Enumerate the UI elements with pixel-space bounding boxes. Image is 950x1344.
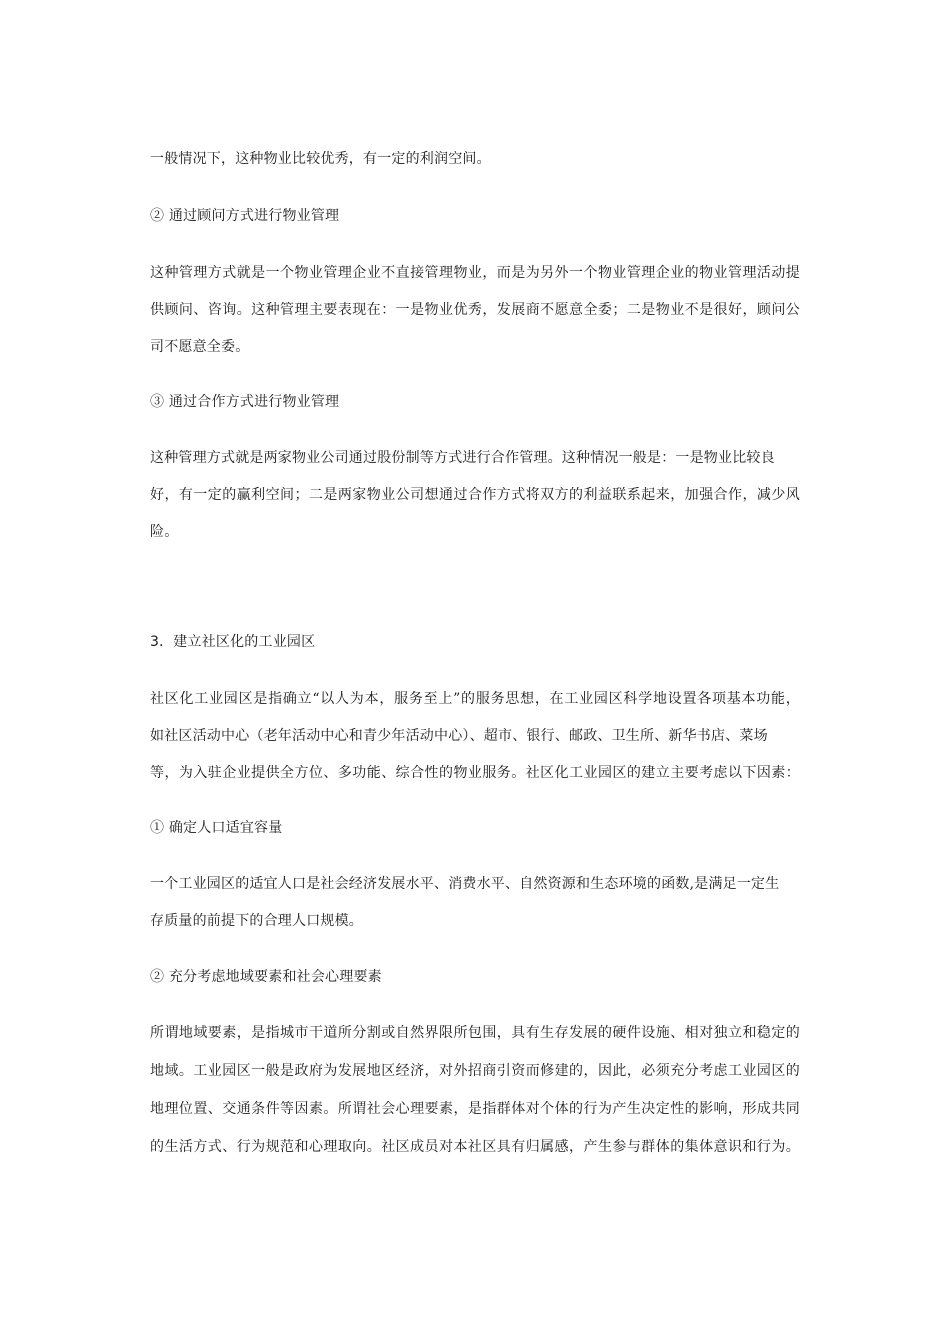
subheading-cooperation: ③ 通过合作方式进行物业管理 (150, 394, 340, 410)
paragraph-line: 地理位置、交通条件等因素。所谓社会心理要素，是指群体对个体的行为产生决定性的影响，形成共同 (150, 1101, 800, 1117)
paragraph-line: 的生活方式、行为规范和心理取向。社区成员对本社区具有归属感，产生参与群体的集体意识和行为。 (150, 1139, 800, 1155)
paragraph-line: 地域。工业园区一般是政府为发展地区经济，对外招商引资而修建的，因此，必须充分考虑工业园区的 (150, 1063, 800, 1079)
subheading-population: ① 确定人口适宜容量 (150, 820, 283, 836)
paragraph-line: 这种管理方式就是两家物业公司通过股份制等方式进行合作管理。这种情况一般是：一是物业比较良 (150, 450, 775, 466)
paragraph-line: 供顾问、咨询。这种管理主要表现在：一是物业优秀，发展商不愿意全委；二是物业不是很好，顾问公 (150, 302, 800, 318)
paragraph-line: 一般情况下，这种物业比较优秀，有一定的利润空间。 (150, 151, 491, 167)
subheading-region-psychology: ② 充分考虑地域要素和社会心理要素 (150, 969, 382, 985)
paragraph-line: 社区化工业园区是指确立“以人为本，服务至上”的服务思想，在工业园区科学地设置各项基本功能， (150, 691, 800, 707)
paragraph-line: 如社区活动中心（老年活动中心和青少年活动中心）、超市、银行、邮政、卫生所、新华书店、菜场 (150, 728, 768, 744)
paragraph-line: 一个工业园区的适宜人口是社会经济发展水平、消费水平、自然资源和生态环境的函数,是满足一定生 (150, 876, 780, 892)
paragraph-line: 等，为入驻企业提供全方位、多功能、综合性的物业服务。社区化工业园区的建立主要考虑以下因素： (150, 765, 800, 781)
paragraph-line: 这种管理方式就是一个物业管理企业不直接管理物业，而是为另外一个物业管理企业的物业管理活动提 (150, 265, 800, 281)
paragraph-line: 险。 (150, 524, 179, 540)
section-heading: 3．建立社区化的工业园区 (150, 634, 316, 650)
paragraph-line: 司不愿意全委。 (150, 339, 250, 355)
subheading-consulting: ② 通过顾问方式进行物业管理 (150, 208, 340, 224)
paragraph-line: 存质量的前提下的合理人口规模。 (150, 913, 363, 929)
paragraph-line: 所谓地域要素，是指城市干道所分割或自然界限所包围，具有生存发展的硬件设施、相对独立和稳定的 (150, 1025, 800, 1041)
paragraph-line: 好，有一定的赢利空间；二是两家物业公司想通过合作方式将双方的利益联系起来，加强合作，减少风 (150, 487, 800, 503)
